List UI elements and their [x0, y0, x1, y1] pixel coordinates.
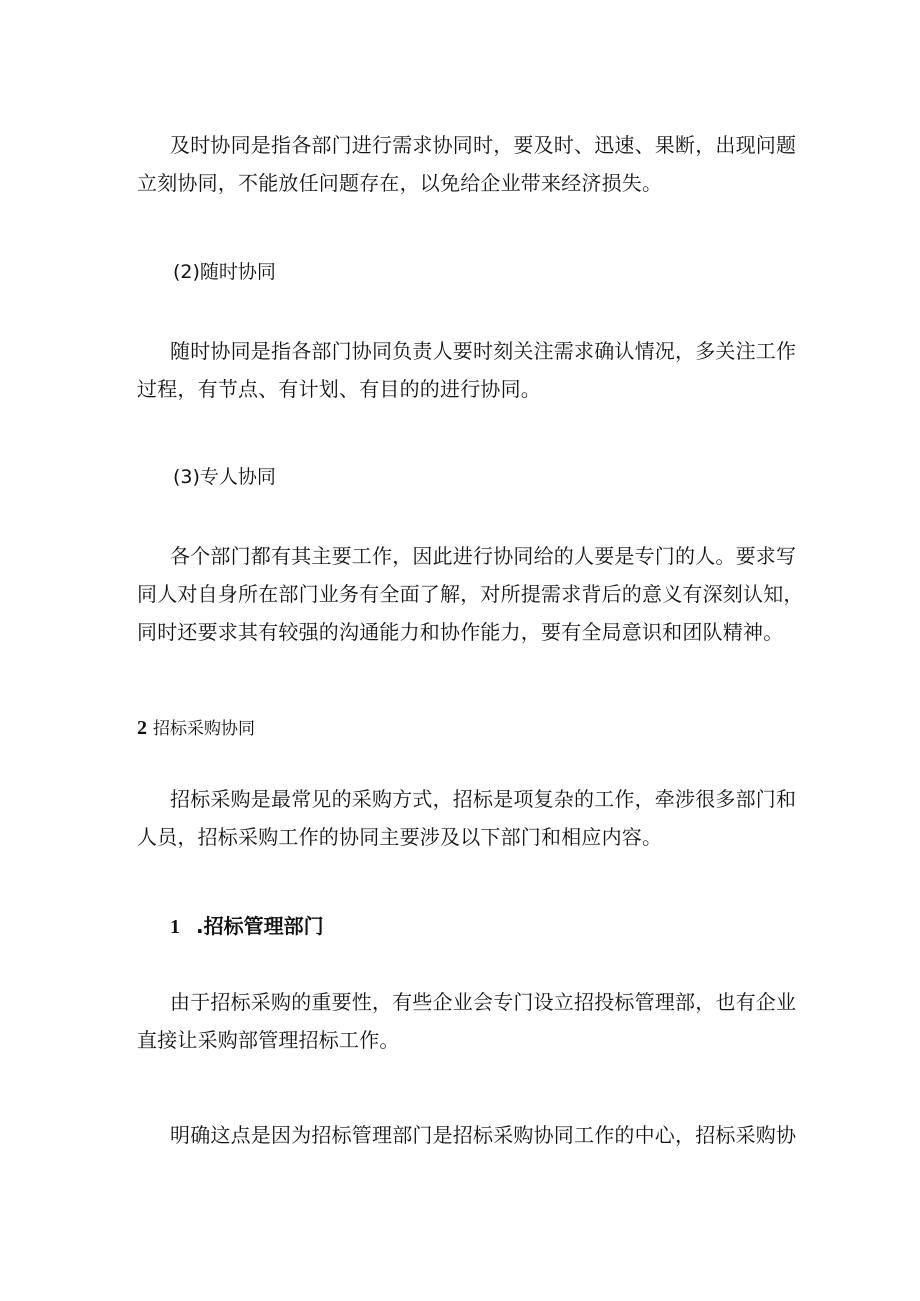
paragraph-line: 由于招标采购的重要性，有些企业会专门设立招投标管理部，也有企业 — [170, 990, 797, 1014]
paragraph-line: 同人对自身所在部门业务有全面了解，对所提需求背后的意义有深刻认知， — [137, 582, 804, 606]
paragraph-line: 各个部门都有其主要工作，因此进行协同给的人要是专门的人。要求写 — [170, 544, 797, 568]
paragraph-line: 立刻协同，不能放任问题存在，以免给企业带来经济损失。 — [137, 171, 663, 195]
paragraph-line: 人员，招标采购工作的协同主要涉及以下部门和相应内容。 — [137, 825, 663, 849]
subsection-title: .招标管理部门 — [196, 914, 324, 938]
paragraph-tender-management-department — [137, 983, 797, 1059]
paragraph-random-collaboration — [137, 332, 797, 408]
paragraph-line: 直接让采购部管理招标工作。 — [137, 1028, 400, 1052]
subsection-number: 1 — [170, 916, 180, 938]
section-heading-tender-procurement — [137, 716, 797, 741]
paragraph-line: 同时还要求其有较强的沟通能力和协作能力，要有全局意识和团队精神。 — [137, 620, 784, 644]
paragraph-timely-collaboration — [137, 126, 797, 202]
paragraph-line: 明确这点是因为招标管理部门是招标采购协同工作的中心，招标采购协 — [170, 1123, 797, 1147]
subheading-random-collaboration: (2)随时协同 — [173, 261, 276, 283]
section-title: 招标采购协同 — [153, 719, 255, 739]
paragraph-line: 过程，有节点、有计划、有目的的进行协同。 — [137, 377, 541, 401]
subheading-dedicated-collaboration: (3)专人协同 — [173, 466, 276, 488]
paragraph-tender-management-center — [137, 1116, 797, 1154]
paragraph-dedicated-collaboration — [137, 537, 804, 651]
paragraph-tender-procurement-intro — [137, 780, 797, 856]
paragraph-line: 及时协同是指各部门进行需求协同时，要及时、迅速、果断，出现问题 — [170, 133, 797, 157]
section-number: 2 — [137, 717, 147, 739]
paragraph-line: 随时协同是指各部门协同负责人要时刻关注需求确认情况，多关注工作 — [170, 339, 797, 363]
paragraph-line: 招标采购是最常见的采购方式，招标是项复杂的工作，牵涉很多部门和 — [170, 787, 797, 811]
subsection-heading-tender-management — [137, 912, 830, 941]
